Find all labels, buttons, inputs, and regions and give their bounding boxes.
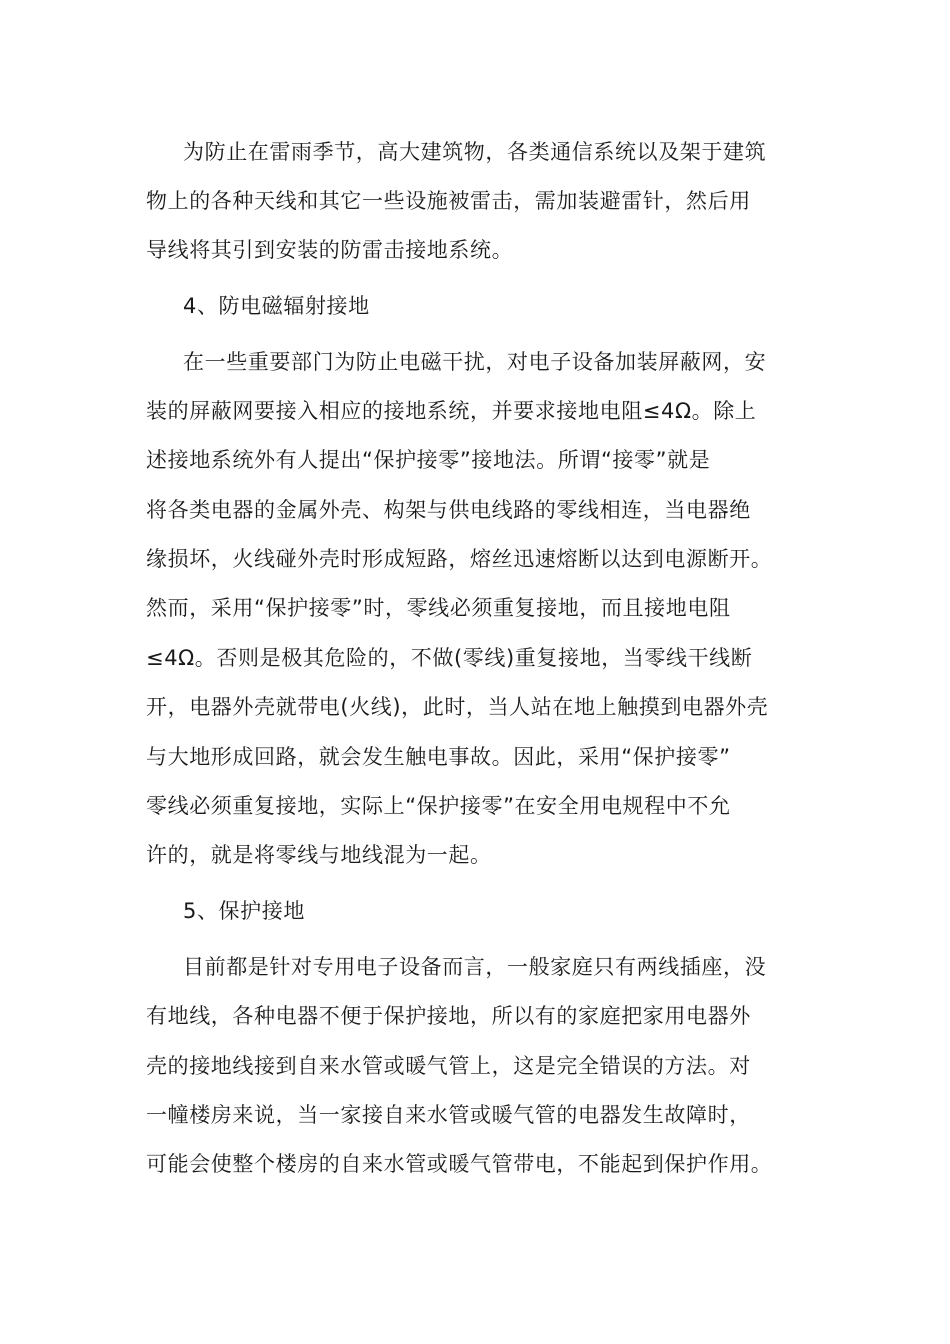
paragraph-line: 目前都是针对专用电子设备而言，一般家庭只有两线插座，没: [183, 955, 767, 979]
paragraph-line: 物上的各种天线和其它一些设施被雷击，需加装避雷针，然后用: [146, 189, 751, 213]
paragraph-line: 将各类电器的金属外壳、构架与供电线路的零线相连，当电器绝: [146, 498, 751, 522]
paragraph-line: ≤4Ω。否则是极其危险的，不做(零线)重复接地，当零线干线断: [146, 646, 753, 670]
paragraph-line: 缘损坏，火线碰外壳时形成短路，熔丝迅速熔断以达到电源断开。: [146, 547, 773, 571]
paragraph-line: 装的屏蔽网要接入相应的接地系统，并要求接地电阻≤4Ω。除上: [146, 399, 757, 423]
paragraph-line: 在一些重要部门为防止电磁干扰，对电子设备加装屏蔽网，安: [183, 350, 767, 374]
section-heading: 5、保护接地: [183, 899, 305, 923]
paragraph-line: 开，电器外壳就带电(火线)，此时，当人站在地上触摸到电器外壳: [146, 695, 769, 719]
paragraph-line: 许的，就是将零线与地线混为一起。: [146, 843, 492, 867]
paragraph-line: 零线必须重复接地，实际上“保护接零”在安全用电规程中不允: [146, 794, 731, 818]
paragraph-line: 可能会使整个楼房的自来水管或暖气管带电，不能起到保护作用。: [146, 1152, 773, 1176]
paragraph-line: 与大地形成回路，就会发生触电事故。因此，采用“保护接零”: [146, 745, 731, 769]
paragraph-line: 然而，采用“保护接零”时，零线必须重复接地，而且接地电阻: [146, 596, 731, 620]
paragraph-line: 导线将其引到安装的防雷击接地系统。: [146, 238, 514, 262]
paragraph-line: 为防止在雷雨季节，高大建筑物，各类通信系统以及架于建筑: [183, 140, 767, 164]
paragraph-line: 一幢楼房来说，当一家接自来水管或暖气管的电器发生故障时，: [146, 1103, 751, 1127]
paragraph-line: 述接地系统外有人提出“保护接零”接地法。所谓“接零”就是: [146, 448, 711, 472]
paragraph-line: 有地线，各种电器不便于保护接地，所以有的家庭把家用电器外: [146, 1004, 751, 1028]
paragraph-line: 壳的接地线接到自来水管或暖气管上，这是完全错误的方法。对: [146, 1054, 751, 1078]
section-heading: 4、防电磁辐射接地: [183, 294, 370, 318]
